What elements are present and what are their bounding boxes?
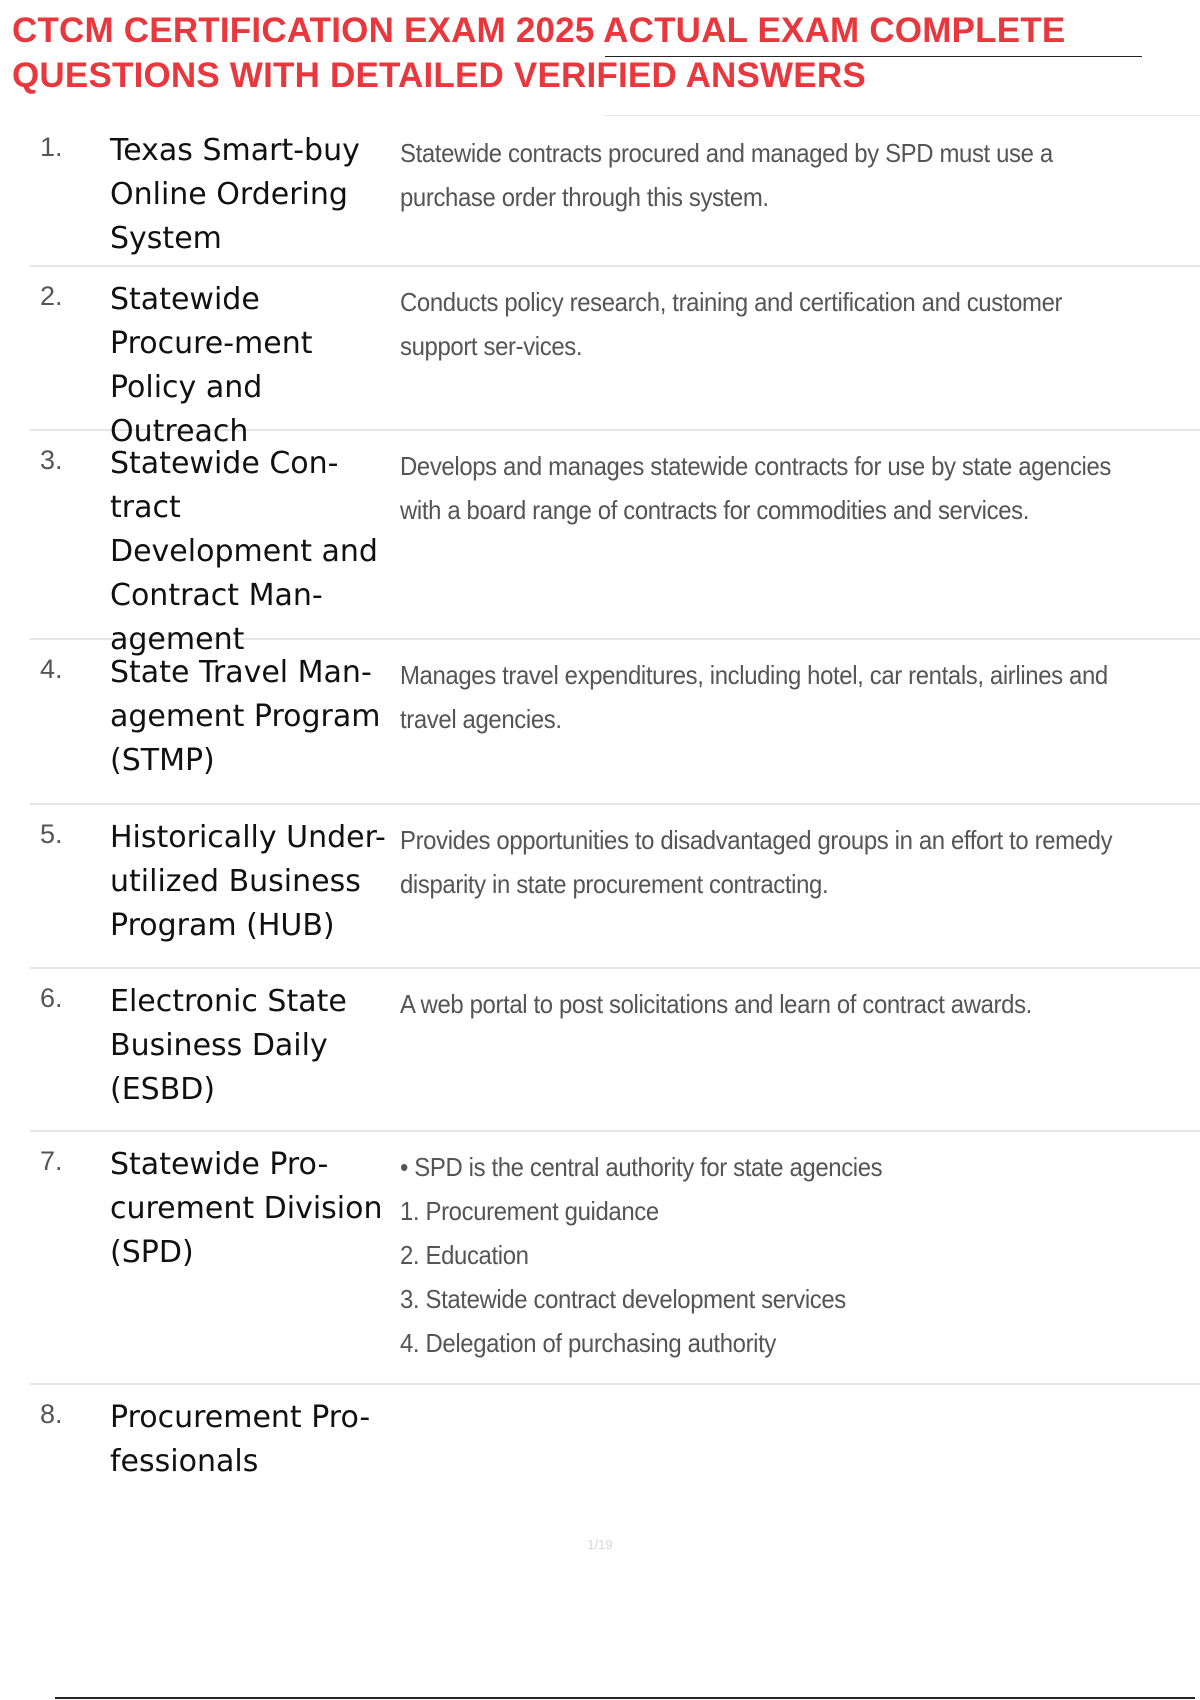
definition bbox=[400, 1385, 1136, 1505]
item-number: 4. bbox=[40, 654, 63, 684]
item-number: 1. bbox=[40, 132, 63, 162]
definition: Conducts policy research, training and certification and customer support ser-vices. bbox=[400, 287, 1063, 361]
term: Electronic State Business Daily (ESBD) bbox=[110, 984, 347, 1107]
definition: Develops and manages statewide contracts for use by state agencies with a board range of contracts for commodities and services. bbox=[400, 451, 1112, 525]
flashcard-row-1 bbox=[30, 118, 1200, 267]
definition-list-item: 2. Education bbox=[400, 1240, 529, 1270]
item-number: 7. bbox=[40, 1146, 63, 1176]
item-number: 2. bbox=[40, 281, 63, 311]
definition-list-item: 4. Delegation of purchasing authority bbox=[400, 1328, 777, 1358]
flashcard-list bbox=[30, 118, 1200, 1505]
definition: Manages travel expenditures, including hotel, car rentals, airlines and travel agencies. bbox=[400, 660, 1108, 734]
term: State Travel Man-agement Program (STMP) bbox=[110, 655, 381, 778]
title-underline bbox=[605, 56, 1142, 57]
definition: A web portal to post solicitations and learn of contract awards. bbox=[400, 989, 1032, 1019]
flashcard-row-8 bbox=[30, 1385, 1200, 1505]
item-number: 3. bbox=[40, 445, 63, 475]
definition-list-item: 1. Procurement guidance bbox=[400, 1196, 659, 1226]
flashcard-row-7 bbox=[30, 1132, 1200, 1385]
definition-bullet: • SPD is the central authority for state agencies bbox=[400, 1152, 883, 1182]
definition: Statewide contracts procured and managed by SPD must use a purchase order through this system. bbox=[400, 138, 1053, 212]
item-number: 6. bbox=[40, 983, 63, 1013]
title-divider bbox=[605, 115, 1200, 116]
term: Statewide Pro-curement Division (SPD) bbox=[110, 1147, 383, 1270]
item-number: 5. bbox=[40, 819, 63, 849]
flashcard-row-3 bbox=[30, 431, 1200, 657]
document-title: CTCM CERTIFICATION EXAM 2025 ACTUAL EXAM COMPLETE QUESTIONS WITH DETAILED VERIFIED ANSWERS bbox=[12, 11, 1066, 95]
item-number: 8. bbox=[40, 1399, 63, 1429]
page-bottom-rule bbox=[55, 1697, 1195, 1699]
term: Historically Under-utilized Business Program (HUB) bbox=[110, 820, 386, 943]
term: Texas Smart-buy Online Ordering System bbox=[110, 133, 360, 256]
term: Procurement Pro-fessionals bbox=[110, 1400, 371, 1479]
definition-list-item: 3. Statewide contract development services bbox=[400, 1284, 846, 1314]
flashcard-row-6 bbox=[30, 969, 1200, 1132]
term: Statewide Con-tract Development and Contract Man-agement bbox=[110, 446, 378, 657]
flashcard-row-5 bbox=[30, 805, 1200, 969]
term: Statewide Procure-ment Policy and Outreach bbox=[110, 282, 313, 449]
definition-list bbox=[400, 1132, 1136, 1383]
flashcard-row-2 bbox=[30, 267, 1200, 449]
flashcard-row-4 bbox=[30, 640, 1200, 805]
definition: Provides opportunities to disadvantaged groups in an effort to remedy disparity in state procurement contracting. bbox=[400, 825, 1113, 899]
page-indicator: 1/19 bbox=[587, 1537, 613, 1552]
